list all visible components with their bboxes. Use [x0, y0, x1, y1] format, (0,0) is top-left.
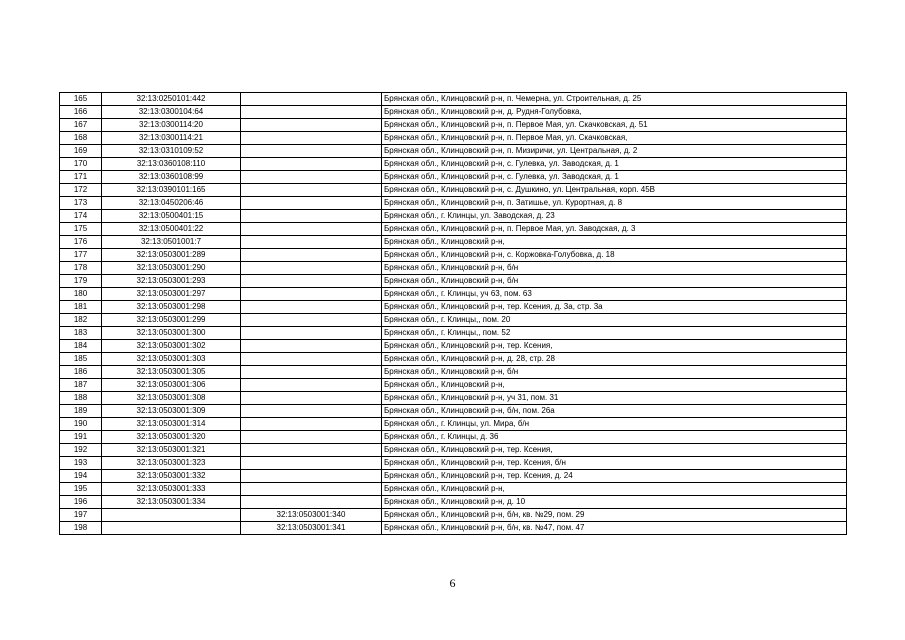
row-number-cell: 173: [60, 197, 102, 210]
related-cadastral-number-cell: [241, 158, 382, 171]
row-number-cell: 194: [60, 470, 102, 483]
cadastral-number-cell: 32:13:0503001:303: [102, 353, 241, 366]
cadastral-number-cell: 32:13:0503001:297: [102, 288, 241, 301]
table-row: [60, 158, 847, 171]
table-row: [60, 327, 847, 340]
row-number-cell: 190: [60, 418, 102, 431]
table-row: [60, 522, 847, 535]
table-row: [60, 223, 847, 236]
cadastral-number-cell: 32:13:0503001:299: [102, 314, 241, 327]
cadastral-number-cell: 32:13:0503001:300: [102, 327, 241, 340]
row-number-cell: 187: [60, 379, 102, 392]
cadastral-number-cell: 32:13:0300114:21: [102, 132, 241, 145]
table-row: [60, 119, 847, 132]
table-row: [60, 275, 847, 288]
table-row: [60, 470, 847, 483]
row-number-cell: 175: [60, 223, 102, 236]
table-row: [60, 184, 847, 197]
cadastral-number-cell: 32:13:0310109:52: [102, 145, 241, 158]
table-row: [60, 353, 847, 366]
row-number-cell: 171: [60, 171, 102, 184]
address-cell: Брянская обл., Клинцовский р-н, тер. Ксения, д. 3а, стр. 3а: [382, 301, 847, 314]
table-row: [60, 431, 847, 444]
address-cell: Брянская обл., Клинцовский р-н, тер. Ксения, б/н: [382, 457, 847, 470]
table-row: [60, 444, 847, 457]
row-number-cell: 180: [60, 288, 102, 301]
cadastral-number-cell: 32:13:0503001:333: [102, 483, 241, 496]
cadastral-number-cell: 32:13:0501001:7: [102, 236, 241, 249]
related-cadastral-number-cell: [241, 132, 382, 145]
related-cadastral-number-cell: [241, 249, 382, 262]
row-number-cell: 166: [60, 106, 102, 119]
row-number-cell: 177: [60, 249, 102, 262]
related-cadastral-number-cell: 32:13:0503001:340: [241, 509, 382, 522]
table-row: [60, 132, 847, 145]
address-cell: Брянская обл., г. Клинцы, д. 36: [382, 431, 847, 444]
related-cadastral-number-cell: [241, 197, 382, 210]
related-cadastral-number-cell: 32:13:0503001:341: [241, 522, 382, 535]
table-row: [60, 314, 847, 327]
address-cell: Брянская обл., Клинцовский р-н, с. Гулевка, ул. Заводская, д. 1: [382, 171, 847, 184]
address-cell: Брянская обл., Клинцовский р-н,: [382, 379, 847, 392]
address-cell: Брянская обл., Клинцовский р-н, п. Мизиричи, ул. Центральная, д. 2: [382, 145, 847, 158]
address-cell: Брянская обл., Клинцовский р-н, п. Затишье, ул. Курортная, д. 8: [382, 197, 847, 210]
cadastral-number-cell: 32:13:0503001:289: [102, 249, 241, 262]
address-cell: Брянская обл., Клинцовский р-н, с. Душкино, ул. Центральная, корп. 45В: [382, 184, 847, 197]
table-row: [60, 483, 847, 496]
address-cell: Брянская обл., Клинцовский р-н, б/н: [382, 275, 847, 288]
cadastral-number-cell: 32:13:0503001:305: [102, 366, 241, 379]
row-number-cell: 191: [60, 431, 102, 444]
address-cell: Брянская обл., Клинцовский р-н, д. 28, стр. 28: [382, 353, 847, 366]
address-cell: Брянская обл., Клинцовский р-н, б/н, кв. №29, пом. 29: [382, 509, 847, 522]
table-row: [60, 418, 847, 431]
cadastral-number-cell: 32:13:0360108:99: [102, 171, 241, 184]
related-cadastral-number-cell: [241, 470, 382, 483]
related-cadastral-number-cell: [241, 106, 382, 119]
table-row: [60, 457, 847, 470]
cadastral-number-cell: [102, 509, 241, 522]
table-row: [60, 197, 847, 210]
related-cadastral-number-cell: [241, 93, 382, 106]
related-cadastral-number-cell: [241, 210, 382, 223]
related-cadastral-number-cell: [241, 418, 382, 431]
row-number-cell: 167: [60, 119, 102, 132]
related-cadastral-number-cell: [241, 496, 382, 509]
table-row: [60, 405, 847, 418]
row-number-cell: 181: [60, 301, 102, 314]
address-cell: Брянская обл., Клинцовский р-н, д. Рудня-Голубовка,: [382, 106, 847, 119]
cadastral-number-cell: 32:13:0503001:302: [102, 340, 241, 353]
address-cell: Брянская обл., Клинцовский р-н, с. Коржовка-Голубовка, д. 18: [382, 249, 847, 262]
row-number-cell: 195: [60, 483, 102, 496]
related-cadastral-number-cell: [241, 236, 382, 249]
cadastral-number-cell: 32:13:0300114:20: [102, 119, 241, 132]
address-cell: Брянская обл., Клинцовский р-н, с. Гулевка, ул. Заводская, д. 1: [382, 158, 847, 171]
cadastral-number-cell: [102, 522, 241, 535]
row-number-cell: 196: [60, 496, 102, 509]
related-cadastral-number-cell: [241, 405, 382, 418]
address-cell: Брянская обл., г. Клинцы,, пом. 20: [382, 314, 847, 327]
address-cell: Брянская обл., Клинцовский р-н, б/н: [382, 366, 847, 379]
related-cadastral-number-cell: [241, 145, 382, 158]
table-row: [60, 340, 847, 353]
related-cadastral-number-cell: [241, 444, 382, 457]
related-cadastral-number-cell: [241, 457, 382, 470]
row-number-cell: 168: [60, 132, 102, 145]
cadastral-number-cell: 32:13:0503001:298: [102, 301, 241, 314]
related-cadastral-number-cell: [241, 171, 382, 184]
address-cell: Брянская обл., Клинцовский р-н, д. 10: [382, 496, 847, 509]
cadastral-number-cell: 32:13:0503001:290: [102, 262, 241, 275]
cadastral-number-cell: 32:13:0503001:321: [102, 444, 241, 457]
table-row: [60, 379, 847, 392]
address-cell: Брянская обл., г. Клинцы, ул. Мира, б/н: [382, 418, 847, 431]
row-number-cell: 183: [60, 327, 102, 340]
address-cell: Брянская обл., Клинцовский р-н, тер. Ксения, д. 24: [382, 470, 847, 483]
row-number-cell: 170: [60, 158, 102, 171]
address-cell: Брянская обл., Клинцовский р-н, б/н, кв. №47, пом. 47: [382, 522, 847, 535]
table-row: [60, 392, 847, 405]
address-cell: Брянская обл., Клинцовский р-н, б/н, пом. 26а: [382, 405, 847, 418]
row-number-cell: 178: [60, 262, 102, 275]
address-cell: Брянская обл., Клинцовский р-н, уч 31, пом. 31: [382, 392, 847, 405]
related-cadastral-number-cell: [241, 366, 382, 379]
related-cadastral-number-cell: [241, 119, 382, 132]
table-body: [60, 93, 847, 535]
address-cell: Брянская обл., г. Клинцы, ул. Заводская, д. 23: [382, 210, 847, 223]
related-cadastral-number-cell: [241, 327, 382, 340]
cadastral-number-cell: 32:13:0503001:293: [102, 275, 241, 288]
related-cadastral-number-cell: [241, 483, 382, 496]
related-cadastral-number-cell: [241, 340, 382, 353]
table-row: [60, 210, 847, 223]
address-cell: Брянская обл., Клинцовский р-н, п. Первое Мая, ул. Скачковская,: [382, 132, 847, 145]
cadastral-number-cell: 32:13:0503001:320: [102, 431, 241, 444]
address-cell: Брянская обл., Клинцовский р-н, п. Чемерна, ул. Строительная, д. 25: [382, 93, 847, 106]
table-row: [60, 249, 847, 262]
cadastral-number-cell: 32:13:0503001:323: [102, 457, 241, 470]
address-cell: Брянская обл., Клинцовский р-н, тер. Ксения,: [382, 340, 847, 353]
address-cell: Брянская обл., Клинцовский р-н,: [382, 483, 847, 496]
row-number-cell: 197: [60, 509, 102, 522]
related-cadastral-number-cell: [241, 314, 382, 327]
row-number-cell: 184: [60, 340, 102, 353]
cadastral-number-cell: 32:13:0500401:15: [102, 210, 241, 223]
address-cell: Брянская обл., Клинцовский р-н, тер. Ксения,: [382, 444, 847, 457]
row-number-cell: 172: [60, 184, 102, 197]
table-row: [60, 145, 847, 158]
address-cell: Брянская обл., Клинцовский р-н, б/н: [382, 262, 847, 275]
cadastral-number-cell: 32:13:0390101:165: [102, 184, 241, 197]
related-cadastral-number-cell: [241, 262, 382, 275]
row-number-cell: 169: [60, 145, 102, 158]
address-cell: Брянская обл., Клинцовский р-н, п. Первое Мая, ул. Скачковская, д. 51: [382, 119, 847, 132]
table-row: [60, 301, 847, 314]
row-number-cell: 193: [60, 457, 102, 470]
row-number-cell: 176: [60, 236, 102, 249]
cadastral-number-cell: 32:13:0250101:442: [102, 93, 241, 106]
table-row: [60, 366, 847, 379]
table-row: [60, 236, 847, 249]
table-row: [60, 288, 847, 301]
related-cadastral-number-cell: [241, 223, 382, 236]
table-row: [60, 496, 847, 509]
row-number-cell: 198: [60, 522, 102, 535]
related-cadastral-number-cell: [241, 288, 382, 301]
address-cell: Брянская обл., Клинцовский р-н, п. Первое Мая, ул. Заводская, д. 3: [382, 223, 847, 236]
cadastral-number-cell: 32:13:0503001:309: [102, 405, 241, 418]
related-cadastral-number-cell: [241, 301, 382, 314]
cadastral-number-cell: 32:13:0503001:314: [102, 418, 241, 431]
table-row: [60, 509, 847, 522]
row-number-cell: 186: [60, 366, 102, 379]
row-number-cell: 174: [60, 210, 102, 223]
table-row: [60, 106, 847, 119]
cadastral-number-cell: 32:13:0503001:306: [102, 379, 241, 392]
cadastral-number-cell: 32:13:0503001:308: [102, 392, 241, 405]
cadastral-number-cell: 32:13:0450206:46: [102, 197, 241, 210]
cadastral-table: [59, 92, 847, 535]
cadastral-number-cell: 32:13:0503001:332: [102, 470, 241, 483]
cadastral-number-cell: 32:13:0300104:64: [102, 106, 241, 119]
address-cell: Брянская обл., г. Клинцы, уч 63, пом. 63: [382, 288, 847, 301]
row-number-cell: 182: [60, 314, 102, 327]
cadastral-number-cell: 32:13:0503001:334: [102, 496, 241, 509]
row-number-cell: 165: [60, 93, 102, 106]
cadastral-number-cell: 32:13:0500401:22: [102, 223, 241, 236]
address-cell: Брянская обл., Клинцовский р-н,: [382, 236, 847, 249]
row-number-cell: 185: [60, 353, 102, 366]
cadastral-number-cell: 32:13:0360108:110: [102, 158, 241, 171]
related-cadastral-number-cell: [241, 392, 382, 405]
row-number-cell: 192: [60, 444, 102, 457]
row-number-cell: 179: [60, 275, 102, 288]
table-row: [60, 262, 847, 275]
row-number-cell: 189: [60, 405, 102, 418]
page-number: 6: [449, 576, 456, 590]
table-row: [60, 93, 847, 106]
related-cadastral-number-cell: [241, 184, 382, 197]
table-row: [60, 171, 847, 184]
row-number-cell: 188: [60, 392, 102, 405]
related-cadastral-number-cell: [241, 431, 382, 444]
related-cadastral-number-cell: [241, 379, 382, 392]
address-cell: Брянская обл., г. Клинцы,, пом. 52: [382, 327, 847, 340]
related-cadastral-number-cell: [241, 275, 382, 288]
related-cadastral-number-cell: [241, 353, 382, 366]
